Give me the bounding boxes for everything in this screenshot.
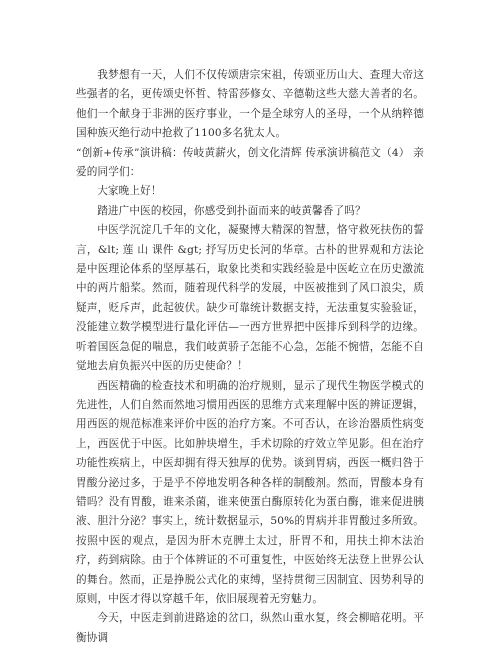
paragraph-tcm-culture: 中医学沉淀几千年的文化，凝聚博大精深的智慧，恪守救死扶伤的誓言，&lt; 莲 山 课件 &gt; 抒写历史长河的华章。古朴的世界观和方法论是中医理论体系的坚厚基石，取象比类和实践经验是中医屹立在历史激流中的两片船桨。然而，随着现代科学的发展，中医被推到了风口浪尖，质疑声，贬斥声，此起彼伏。缺少可靠统计数据支持，无法重复实验验证，没能建立数学模型进行量化评估—一西方世界把中医排斥到科学的边缘。听着国医急促的喘息，我们岐黄骄子怎能不心急，怎能不惋惜，怎能不自觉地去肩负振兴中医的历史使命？！	[76, 224, 424, 373]
speech-title-line: “创新+传承”演讲稿：传岐黄薪火，创文化清辉 传承演讲稿范文（4） 亲爱的同学们：	[76, 146, 424, 179]
document-body	[76, 66, 424, 648]
paragraph-dream: 我梦想有一天，人们不仅传颂唐宗宋祖，传颂亚历山大、查理大帝这些强者的名，更传颂史怀哲、特雷莎修女、辛德勒这些大慈大善者的名。他们一个献身于非洲的医疗事业，一个是全球穷人的圣母，一个从纳粹德国种族灭绝行动中抢救了1100多名犹太人。	[76, 69, 424, 140]
paragraph-today: 今天，中医走到前进路途的岔口，纵然山重水复，终会柳暗花明。平衡协调	[76, 612, 424, 644]
paragraph-western-medicine: 西医精确的检查技术和明确的治疗规则，显示了现代生物医学模式的先进性，人们自然而然地习惯用西医的思维方式来理解中医的辨证逻辑，用西医的规范标准来评价中医的治疗方案。不可否认，在诊治器质性病变上，西医优于中医。比如肿块增生，手术切除的疗效立竿见影。但在治疗功能性疾病上，中医却拥有得天独厚的优势。谈到胃病，西医一概归咎于胃酸分泌过多，于是乎不停地发明各种各样的制酸剂。然而，胃酸本身有错吗？没有胃酸，谁来杀菌，谁来使蛋白酶原转化为蛋白酶，谁来促进胰液、胆汁分泌？事实上，统计数据显示，50%的胃病并非胃酸过多所致。按照中医的观点，是因为肝木克脾土太过，肝胃不和，用扶土抑木法治疗，药到病除。由于个体辨证的不可重复性，中医始终无法登上世界公认的舞台。然而，正是挣脱公式化的束缚，坚持贯彻三因制宜、因势利导的原则，中医才得以穿越千年，依旧展现着无穷魅力。	[76, 379, 424, 605]
paragraph-campus: 踏进广中医的校园，你感受到扑面而来的岐黄馨香了吗？	[97, 204, 366, 217]
greeting: 大家晚上好！	[97, 185, 162, 198]
